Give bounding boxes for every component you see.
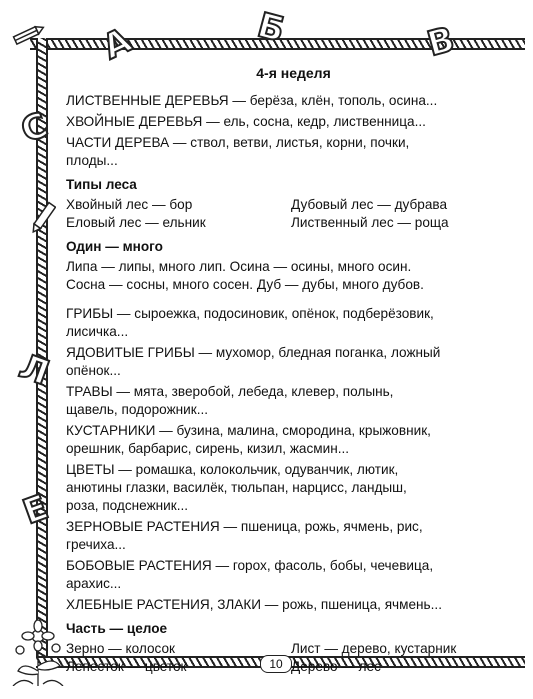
text-line: щавель, подорожник... [66,402,209,417]
pair-right: Лист — дерево, кустарник [291,641,457,656]
text-line: ЗЕРНОВЫЕ РАСТЕНИЯ — пшеница, рожь, ячмень, рис, [66,519,423,534]
text-line: ГРИБЫ — сыроежка, подосиновик, опёнок, подберёзовик, [66,306,434,321]
pair-row [66,196,521,214]
pair-left: Лепесток — цветок [66,659,187,674]
section-heading: Один — много [66,239,163,254]
section-heading: Часть — целое [66,621,168,636]
pair-left: Зерно — колосок [66,641,176,656]
pencil-icon [30,198,56,238]
text-line: КУСТАРНИКИ — бузина, малина, смородина, крыжовник, [66,423,431,438]
alphabet-letter: Л [14,346,55,394]
pair-row [66,640,521,658]
text-line: ЦВЕТЫ — ромашка, колокольчик, одуванчик, лютик, [66,462,399,477]
pair-right: Лиственный лес — роща [291,215,449,230]
text-line: анютины глазки, василёк, тюльпан, нарцисс, ландыш, [66,480,407,495]
section-heading: Типы леса [66,177,137,192]
text-line: ХЛЕБНЫЕ РАСТЕНИЯ, ЗЛАКИ — рожь, пшеница, ячмень... [66,597,442,612]
text-line: ЯДОВИТЫЕ ГРИБЫ — мухомор, бледная поганка, ложный [66,345,441,360]
pair-left: Хвойный лес — бор [66,197,193,212]
text-line: лисичка... [66,324,129,339]
alphabet-letter: А [96,20,138,68]
pair-right: Дубовый лес — дубрава [291,197,448,212]
page-number: 10 [260,655,292,673]
alphabet-letter: В [423,19,459,65]
page-title: 4-я неделя [256,65,331,81]
text-line: ЛИСТВЕННЫЕ ДЕРЕВЬЯ — берёза, клён, тополь, осина... [66,93,438,108]
text-line: плоды... [66,153,118,168]
flower-illustration [8,616,68,686]
pair-right: Дерево — лес [291,659,381,674]
text-line: арахис... [66,576,122,591]
text-line: Сосна — сосны, много сосен. Дуб — дубы, много дубов. [66,277,424,292]
text-line: роза, подснежник... [66,498,189,513]
page-content [66,64,521,676]
text-line: ТРАВЫ — мята, зверобой, лебеда, клевер, полынь, [66,384,394,399]
alphabet-letter: Е [17,487,54,533]
text-line: БОБОВЫЕ РАСТЕНИЯ — горох, фасоль, бобы, чечевица, [66,558,434,573]
alphabet-letter: С [15,104,54,152]
pencil-icon [8,24,46,46]
text-line: гречиха... [66,537,126,552]
alphabet-letter: Б [253,5,289,51]
text-line: орешник, барбарис, сирень, кизил, жасмин... [66,441,350,456]
text-line: Липа — липы, много лип. Осина — осины, много осин. [66,259,412,274]
pair-row [66,658,521,676]
text-line: опёнок... [66,363,121,378]
text-line: ЧАСТИ ДЕРЕВА — ствол, ветви, листья, корни, почки, [66,135,410,150]
pair-left: Еловый лес — ельник [66,215,206,230]
pair-row [66,214,521,232]
text-line: ХВОЙНЫЕ ДЕРЕВЬЯ — ель, сосна, кедр, лиственница... [66,114,426,129]
